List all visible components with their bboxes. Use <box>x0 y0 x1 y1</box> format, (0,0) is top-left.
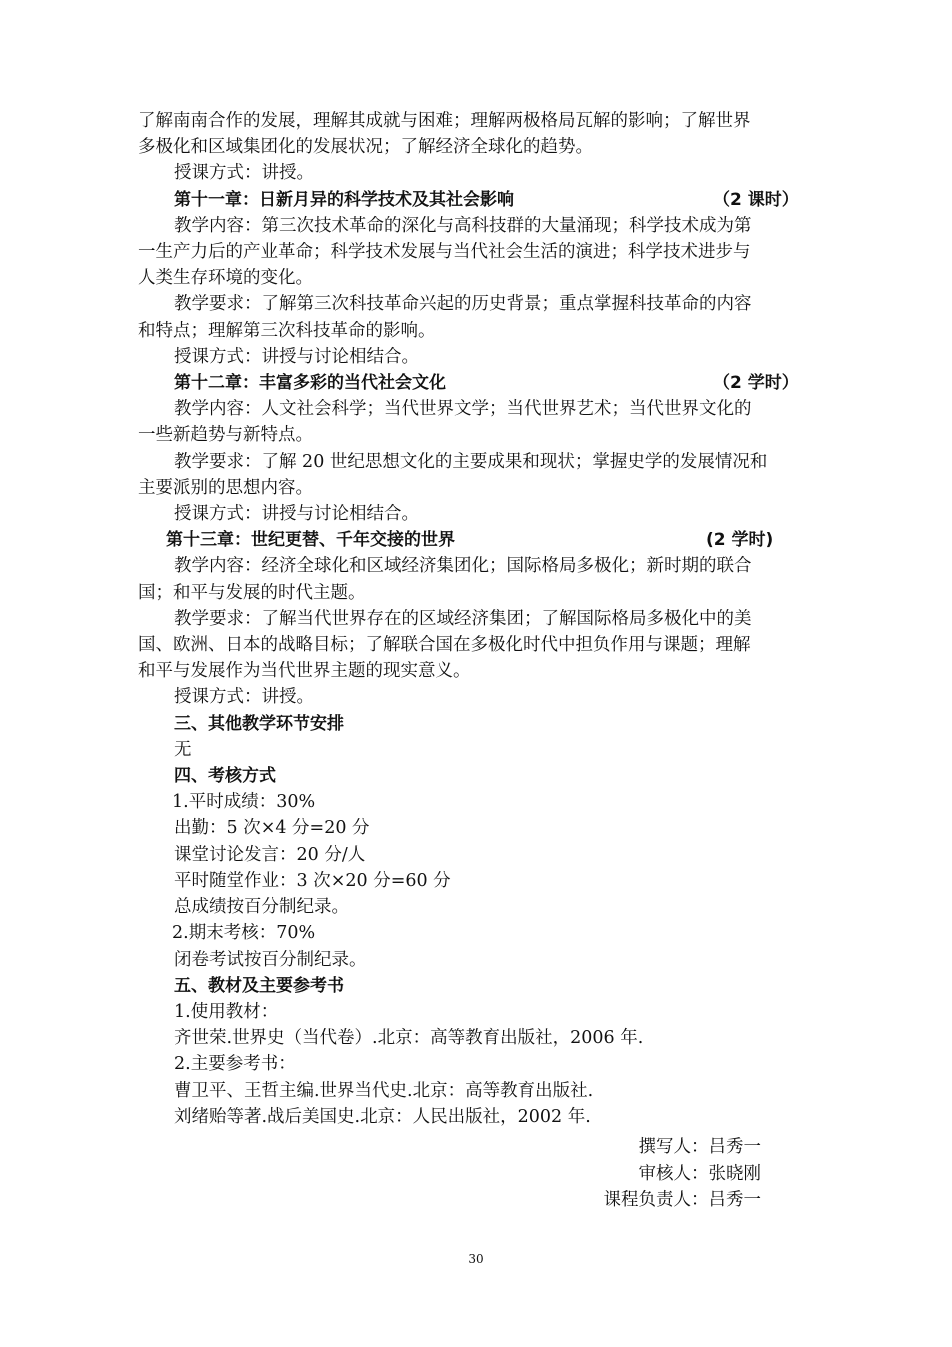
section-5-item: 刘绪贻等著.战后美国史.北京：人民出版社，2002 年. <box>174 1106 591 1127</box>
chapter-12-req-line: 主要派别的思想内容。 <box>138 477 313 498</box>
intro-line-1: 了解南南合作的发展，理解其成就与困难；理解两极格局瓦解的影响；了解世界 <box>138 111 751 131</box>
chapter-13-req-line: 和平与发展作为当代世界主题的现实意义。 <box>138 661 471 682</box>
section-4-item: 总成绩按百分制纪录。 <box>174 897 349 918</box>
chapter-13-req-line: 教学要求：了解当代世界存在的区域经济集团；了解国际格局多极化中的美 <box>174 608 752 629</box>
section-5-item: 1.使用教材： <box>174 1001 279 1022</box>
chapter-11-method: 授课方式：讲授与讨论相结合。 <box>174 346 419 367</box>
signature-block <box>585 1134 761 1214</box>
reviewer-signature: 审核人：张晓刚 <box>638 1163 761 1184</box>
chapter-12-req-line: 教学要求：了解 20 世纪思想文化的主要成果和现状；掌握史学的发展情况和 <box>174 451 768 472</box>
section-4-item: 出勤：5 次×4 分=20 分 <box>174 818 370 839</box>
chapter-13-method: 授课方式：讲授。 <box>174 687 314 708</box>
chapter-12-content-line: 一些新趋势与新特点。 <box>138 425 313 446</box>
chapter-12-title: 第十二章：丰富多彩的当代社会文化 <box>174 373 446 394</box>
chapter-13-req-line: 国、欧洲、日本的战略目标；了解联合国在多极化时代中担负作用与课题；理解 <box>138 635 751 656</box>
section-4-item: 平时随堂作业：3 次×20 分=60 分 <box>174 870 451 891</box>
section-4-item: 课堂讨论发言：20 分/人 <box>174 844 366 865</box>
course-lead-signature: 课程负责人：吕秀一 <box>603 1190 761 1210</box>
chapter-11-content-line: 教学内容：第三次技术革命的深化与高科技群的大量涌现；科学技术成为第 <box>174 215 752 236</box>
chapter-12-heading <box>138 370 810 396</box>
section-5-item: 齐世荣.世界史（当代卷）.北京：高等教育出版社，2006 年. <box>174 1028 644 1049</box>
chapter-13-content-line: 国；和平与发展的时代主题。 <box>138 582 366 603</box>
chapter-11-req-line: 和特点；理解第三次科技革命的影响。 <box>138 320 436 341</box>
intro-method: 授课方式：讲授。 <box>174 163 314 184</box>
section-4-title: 四、考核方式 <box>174 766 276 787</box>
chapter-13-content-line: 教学内容：经济全球化和区域经济集团化；国际格局多极化；新时期的联合 <box>174 556 752 577</box>
chapter-11-req-line: 教学要求：了解第三次科技革命兴起的历史背景；重点掌握科技革命的内容 <box>174 294 752 315</box>
chapter-12-hours: （2 学时） <box>713 373 799 394</box>
chapter-11-heading <box>138 187 810 213</box>
chapter-11-content-line: 人类生存环境的变化。 <box>138 268 313 289</box>
chapter-11-content-line: 一生产力后的产业革命；科学技术发展与当代社会生活的演进；科学技术进步与 <box>138 242 751 263</box>
chapter-13-hours: (2 学时) <box>706 530 774 551</box>
section-5-item: 曹卫平、王哲主编.世界当代史.北京：高等教育出版社. <box>174 1080 594 1101</box>
section-3-body: 无 <box>174 739 192 760</box>
writer-signature: 撰写人：吕秀一 <box>638 1137 761 1157</box>
section-4-item: 1.平时成绩：30% <box>172 792 316 813</box>
section-4-item: 闭卷考试按百分制纪录。 <box>174 949 367 970</box>
section-4-item: 2.期末考核：70% <box>172 923 316 944</box>
page-number: 30 <box>468 1252 484 1266</box>
chapter-11-title: 第十一章：日新月异的科学技术及其社会影响 <box>174 189 514 210</box>
chapter-11-hours: （2 课时） <box>713 189 799 210</box>
section-3-title: 三、其他教学环节安排 <box>174 713 344 734</box>
section-5-item: 2.主要参考书： <box>174 1054 296 1075</box>
chapter-13-heading <box>138 527 810 553</box>
chapter-12-method: 授课方式：讲授与讨论相结合。 <box>174 504 419 525</box>
document-body <box>138 108 810 1130</box>
chapter-12-content-line: 教学内容：人文社会科学；当代世界文学；当代世界艺术；当代世界文化的 <box>174 399 752 420</box>
intro-line-2: 多极化和区域集团化的发展状况；了解经济全球化的趋势。 <box>138 137 593 158</box>
section-5-title: 五、教材及主要参考书 <box>174 975 344 996</box>
chapter-13-title: 第十三章：世纪更替、千年交接的世界 <box>166 530 455 551</box>
